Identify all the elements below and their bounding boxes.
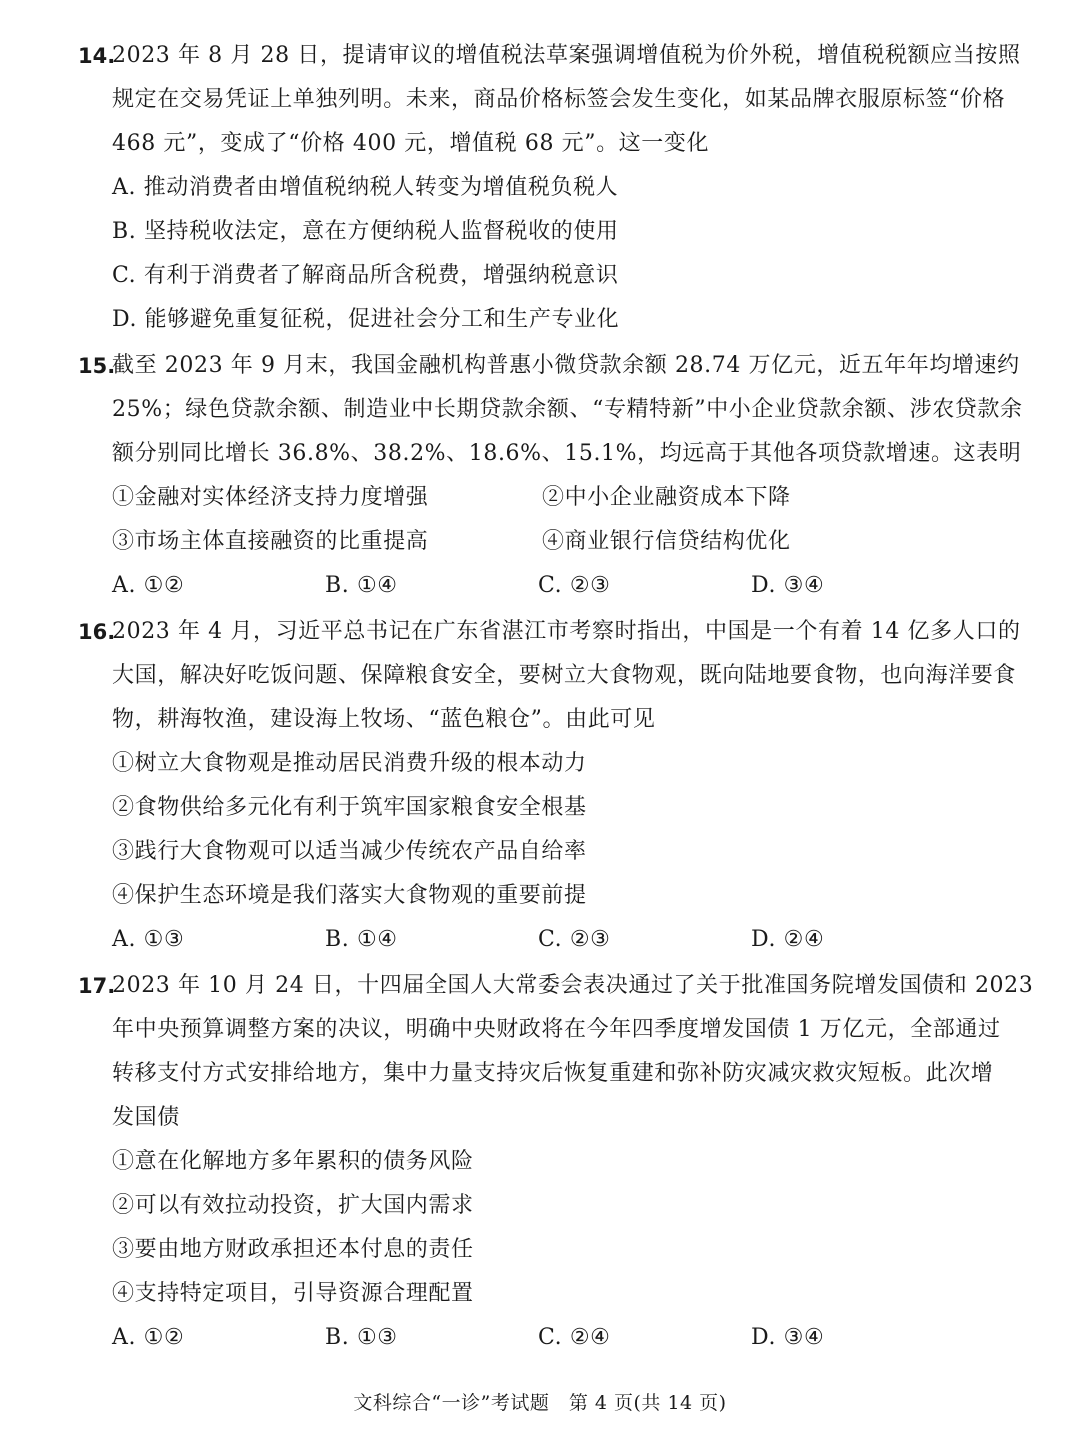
answer-a: A. ①②	[112, 573, 185, 598]
answer-choices	[78, 1316, 998, 1360]
question-stem-line: 额分别同比增长 36.8%、38.2%、18.6%、15.1%，均远高于其他各项贷款增速。这表明	[112, 441, 1022, 466]
answer-c: C. ②③	[538, 927, 611, 952]
answer-choices	[78, 918, 998, 962]
question-stem-line: 大国，解决好吃饭问题、保障粮食安全，要树立大食物观，既向陆地要食物，也向海洋要食	[112, 663, 1017, 688]
statement-1: ①意在化解地方多年累积的债务风险	[112, 1149, 474, 1174]
statement-4: ④商业银行信贷结构优化	[542, 529, 791, 554]
question-stem-line: 468 元”，变成了“价格 400 元，增值税 68 元”。这一变化	[112, 131, 710, 156]
option-c: C. 有利于消费者了解商品所含税费，增强纳税意识	[112, 263, 619, 288]
question-stem-line: 16. 2023 年 4 月，习近平总书记在广东省湛江市考察时指出，中国是一个有着 14 亿多人口的	[78, 610, 998, 654]
statement-2: ②食物供给多元化有利于筑牢国家粮食安全根基	[112, 795, 587, 820]
question-stem-line: 转移支付方式安排给地方，集中力量支持灾后恢复重建和弥补防灾减灾救灾短板。此次增	[112, 1061, 994, 1086]
answer-b: B. ①④	[325, 927, 398, 952]
answer-a: A. ①③	[112, 927, 185, 952]
answer-d: D. ③④	[751, 573, 825, 598]
question-14	[78, 34, 1021, 342]
page-footer: 文科综合“一诊”考试题 第 4 页(共 14 页)	[353, 1392, 727, 1414]
statement-3: ③要由地方财政承担还本付息的责任	[112, 1237, 474, 1262]
statement-4: ④支持特定项目，引导资源合理配置	[112, 1281, 474, 1306]
statement-3: ③市场主体直接融资的比重提高	[112, 529, 429, 554]
answer-b: B. ①③	[325, 1325, 398, 1350]
statement-4: ④保护生态环境是我们落实大食物观的重要前提	[112, 883, 587, 908]
answer-c: C. ②③	[538, 573, 611, 598]
statement-row	[78, 520, 998, 564]
question-15	[78, 344, 1023, 608]
question-number: 15.	[78, 354, 116, 378]
answer-a: A. ①②	[112, 1325, 185, 1350]
statement-3: ③践行大食物观可以适当减少传统农产品自给率	[112, 839, 587, 864]
question-stem-line: 15. 截至 2023 年 9 月末，我国金融机构普惠小微贷款余额 28.74 万亿元，近五年年均增速约	[78, 344, 998, 388]
question-number: 14.	[78, 44, 116, 68]
statement-1: ①树立大食物观是推动居民消费升级的根本动力	[112, 751, 587, 776]
statement-1: ①金融对实体经济支持力度增强	[112, 485, 429, 510]
answer-d: D. ③④	[751, 1325, 825, 1350]
option-d: D. 能够避免重复征税，促进社会分工和生产专业化	[112, 307, 620, 332]
question-stem-line: 物，耕海牧渔，建设海上牧场、“蓝色粮仓”。由此可见	[112, 707, 656, 732]
answer-c: C. ②④	[538, 1325, 611, 1350]
answer-choices	[78, 564, 998, 608]
statement-2: ②可以有效拉动投资，扩大国内需求	[112, 1193, 474, 1218]
question-number: 17.	[78, 974, 116, 998]
question-stem-line: 年中央预算调整方案的决议，明确中央财政将在今年四季度增发国债 1 万亿元，全部通过	[112, 1017, 1001, 1042]
question-stem-line: 规定在交易凭证上单独列明。未来，商品价格标签会发生变化，如某品牌衣服原标签“价格	[112, 87, 1006, 112]
question-number: 16.	[78, 620, 116, 644]
question-stem-line: 发国债	[112, 1105, 180, 1130]
statement-2: ②中小企业融资成本下降	[542, 485, 791, 510]
option-a: A. 推动消费者由增值税纳税人转变为增值税负税人	[112, 175, 619, 200]
question-17	[78, 964, 1034, 1360]
answer-b: B. ①④	[325, 573, 398, 598]
question-16	[78, 610, 1021, 962]
answer-d: D. ②④	[751, 927, 825, 952]
option-b: B. 坚持税收法定，意在方便纳税人监督税收的使用	[112, 219, 619, 244]
question-stem-line: 14. 2023 年 8 月 28 日，提请审议的增值税法草案强调增值税为价外税，增值税税额应当按照	[78, 34, 998, 78]
question-stem-line: 17. 2023 年 10 月 24 日，十四届全国人大常委会表决通过了关于批准国务院增发国债和 2023	[78, 964, 998, 1008]
statement-row	[78, 476, 998, 520]
question-stem-line: 25%；绿色贷款余额、制造业中长期贷款余额、“专精特新”中小企业贷款余额、涉农贷款余	[112, 397, 1023, 422]
